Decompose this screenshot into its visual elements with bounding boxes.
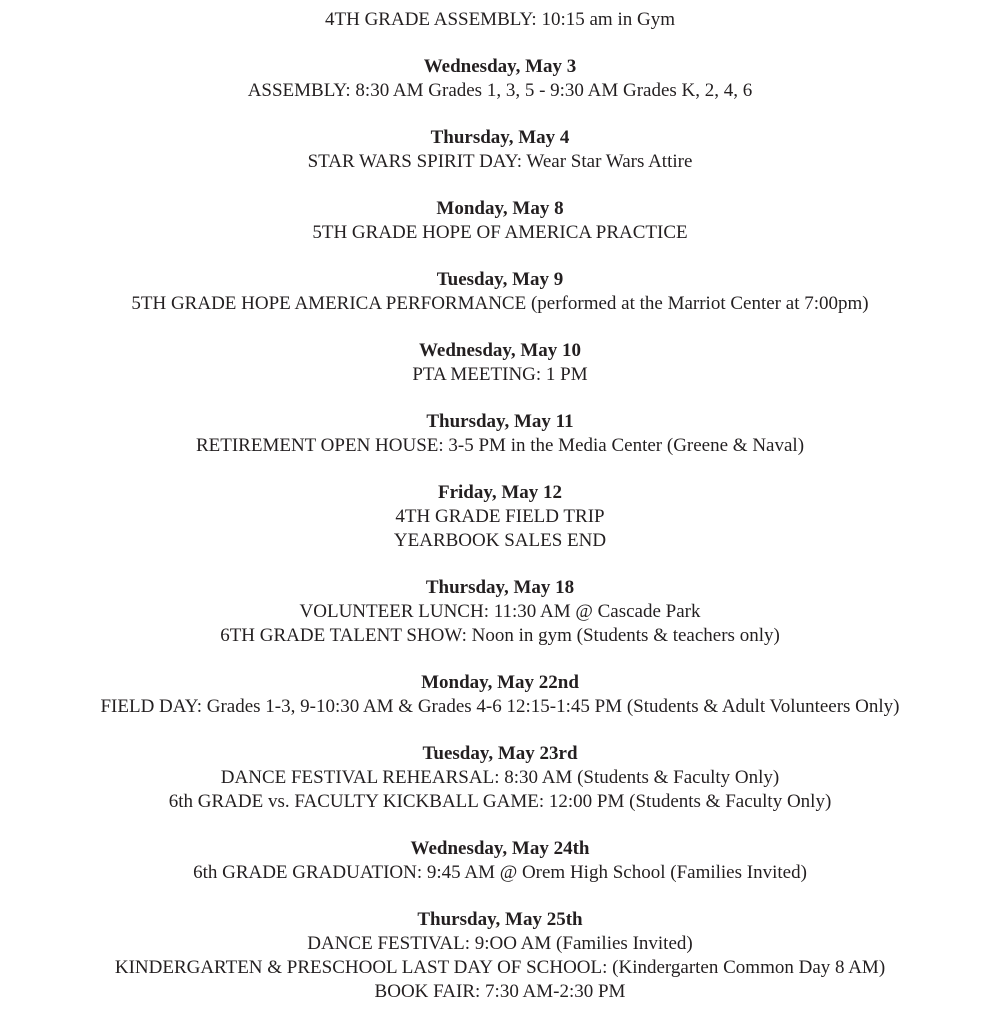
event-date: Tuesday, May 9	[436, 269, 564, 290]
event-group	[0, 126, 1000, 174]
event-group	[0, 576, 1000, 648]
event-date: Wednesday, May 3	[423, 56, 577, 77]
event-group	[0, 197, 1000, 245]
event-item: 4TH GRADE ASSEMBLY: 10:15 am in Gym	[325, 9, 675, 30]
event-group	[0, 410, 1000, 458]
event-group	[0, 55, 1000, 103]
event-group	[0, 837, 1000, 885]
event-item: 6th GRADE vs. FACULTY KICKBALL GAME: 12:00 PM (Students & Faculty Only)	[168, 791, 832, 812]
event-date: Wednesday, May 24th	[410, 838, 590, 859]
event-item: DANCE FESTIVAL: 9:OO AM (Families Invited)	[307, 933, 693, 954]
event-item: FIELD DAY: Grades 1-3, 9-10:30 AM & Grades 4-6 12:15-1:45 PM (Students & Adult Volunteers Only)	[100, 696, 900, 717]
event-group	[0, 671, 1000, 719]
event-item: RETIREMENT OPEN HOUSE: 3-5 PM in the Media Center (Greene & Naval)	[195, 435, 805, 456]
event-item: PTA MEETING: 1 PM	[412, 364, 588, 385]
event-item: 6TH GRADE TALENT SHOW: Noon in gym (Students & teachers only)	[220, 625, 780, 646]
event-group	[0, 339, 1000, 387]
event-date: Thursday, May 11	[426, 411, 574, 432]
event-item: ASSEMBLY: 8:30 AM Grades 1, 3, 5 - 9:30 AM Grades K, 2, 4, 6	[247, 80, 753, 101]
event-item: VOLUNTEER LUNCH: 11:30 AM @ Cascade Park	[299, 601, 701, 622]
event-item: KINDERGARTEN & PRESCHOOL LAST DAY OF SCHOOL: (Kindergarten Common Day 8 AM)	[114, 957, 886, 978]
event-date: Monday, May 22nd	[421, 672, 579, 693]
event-group	[0, 268, 1000, 316]
event-item: BOOK FAIR: 7:30 AM-2:30 PM	[374, 981, 626, 1002]
event-group	[0, 742, 1000, 814]
event-group	[0, 0, 1000, 32]
event-item: 5TH GRADE HOPE OF AMERICA PRACTICE	[312, 222, 688, 243]
event-date: Thursday, May 25th	[417, 909, 583, 930]
event-item: STAR WARS SPIRIT DAY: Wear Star Wars Attire	[307, 151, 693, 172]
event-item: 5TH GRADE HOPE AMERICA PERFORMANCE (performed at the Marriot Center at 7:00pm)	[131, 293, 869, 314]
event-date: Wednesday, May 10	[418, 340, 582, 361]
event-date: Monday, May 8	[436, 198, 564, 219]
event-date	[0, 0, 1000, 8]
event-item: 4TH GRADE FIELD TRIP	[395, 506, 605, 527]
event-date: Friday, May 12	[437, 482, 563, 503]
event-item: YEARBOOK SALES END	[393, 530, 607, 551]
event-item: 6th GRADE GRADUATION: 9:45 AM @ Orem High School (Families Invited)	[193, 862, 807, 883]
event-group	[0, 908, 1000, 1004]
event-date: Thursday, May 18	[425, 577, 575, 598]
event-date: Tuesday, May 23rd	[422, 743, 578, 764]
event-item: DANCE FESTIVAL REHEARSAL: 8:30 AM (Students & Faculty Only)	[220, 767, 780, 788]
event-date: Thursday, May 4	[430, 127, 570, 148]
event-group	[0, 481, 1000, 553]
